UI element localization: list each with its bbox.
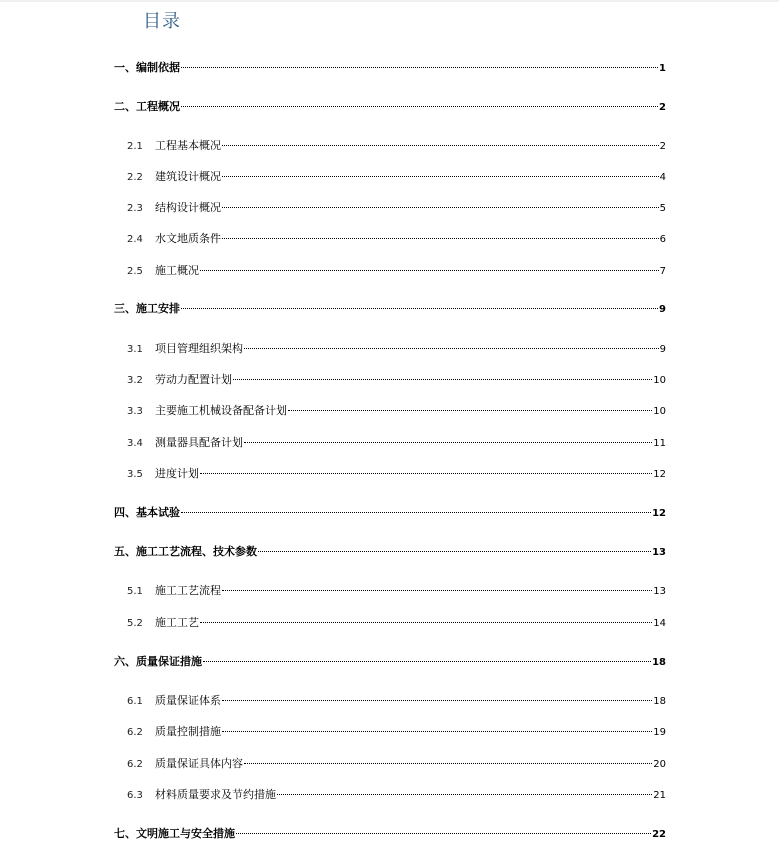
toc-entry-label: 水文地质条件 (155, 232, 221, 245)
toc-page-number: 9 (659, 304, 666, 315)
toc-entry-label: 建筑设计概况 (155, 170, 221, 183)
toc-title: 目录 (143, 11, 181, 32)
toc-section-entry[interactable] (127, 724, 666, 740)
dot-leader (236, 833, 651, 834)
toc-page-number: 18 (653, 696, 666, 707)
toc-entry-label: 三、施工安排 (114, 302, 180, 315)
dot-leader (203, 661, 651, 662)
toc-page-number: 12 (653, 469, 666, 480)
dot-leader (222, 700, 652, 701)
dot-leader (181, 67, 658, 68)
dot-leader (181, 308, 658, 309)
toc-page-number: 14 (653, 618, 666, 629)
dot-leader (244, 348, 659, 349)
toc-section-entry[interactable] (127, 693, 666, 709)
toc-entry-label: 劳动力配置计划 (155, 373, 232, 386)
dot-leader (233, 379, 652, 380)
toc-section-entry[interactable] (127, 263, 666, 279)
toc-page-number: 13 (652, 547, 666, 558)
toc-entry-label: 工程基本概况 (155, 139, 221, 152)
toc-chapter-entry[interactable] (114, 826, 666, 842)
toc-entry-label: 二、工程概况 (114, 100, 180, 113)
toc-section-entry[interactable] (127, 138, 666, 154)
toc-page-number: 1 (659, 63, 666, 74)
toc-page-number: 10 (653, 375, 666, 386)
dot-leader (222, 731, 652, 732)
dot-leader (222, 238, 659, 239)
dot-leader (258, 551, 651, 552)
toc-section-entry[interactable] (127, 787, 666, 803)
toc-entry-label: 进度计划 (155, 467, 199, 480)
toc-section-entry[interactable] (127, 169, 666, 185)
toc-page-number: 11 (653, 438, 666, 449)
toc-chapter-entry[interactable] (114, 60, 666, 76)
dot-leader (244, 442, 652, 443)
toc-entry-label: 质量控制措施 (155, 725, 221, 738)
dot-leader (181, 512, 651, 513)
toc-page-number: 5 (659, 203, 666, 214)
toc-entry-label: 施工工艺流程 (155, 584, 221, 597)
toc-section-number: 5.2 (127, 618, 143, 629)
toc-section-entry[interactable] (127, 435, 666, 451)
toc-section-entry[interactable] (127, 341, 666, 357)
toc-entry-label: 测量器具配备计划 (155, 436, 243, 449)
toc-page-number: 4 (659, 172, 666, 183)
toc-entry-label: 一、编制依据 (114, 61, 180, 74)
toc-chapter-entry[interactable] (114, 301, 666, 317)
toc-section-entry[interactable] (127, 231, 666, 247)
toc-page-number: 2 (659, 102, 666, 113)
toc-section-number: 5.1 (127, 586, 143, 597)
toc-section-number: 2.5 (127, 266, 143, 277)
toc-entry-label: 六、质量保证措施 (114, 655, 202, 668)
toc-page-number: 20 (653, 759, 666, 770)
toc-page-number: 12 (652, 508, 666, 519)
toc-entry-label: 施工概况 (155, 264, 199, 277)
dot-leader (200, 473, 652, 474)
dot-leader (222, 207, 659, 208)
toc-section-entry[interactable] (127, 403, 666, 419)
toc-page-number: 2 (659, 141, 666, 152)
toc-page-number: 19 (653, 727, 666, 738)
toc-entry-label: 四、基本试验 (114, 506, 180, 519)
toc-page-number: 9 (659, 344, 666, 355)
toc-entry-label: 七、文明施工与安全措施 (114, 827, 235, 840)
toc-chapter-entry[interactable] (114, 654, 666, 670)
toc-section-number: 3.5 (127, 469, 143, 480)
toc-section-number: 3.4 (127, 438, 143, 449)
toc-page-number: 18 (652, 657, 666, 668)
toc-section-number: 6.2 (127, 727, 143, 738)
toc-section-entry[interactable] (127, 372, 666, 388)
dot-leader (200, 622, 652, 623)
toc-section-number: 2.4 (127, 234, 143, 245)
toc-section-number: 3.2 (127, 375, 143, 386)
dot-leader (244, 763, 652, 764)
dot-leader (222, 145, 659, 146)
toc-section-number: 6.2 (127, 759, 143, 770)
dot-leader (181, 106, 658, 107)
toc-entry-label: 材料质量要求及节约措施 (155, 788, 276, 801)
toc-entry-label: 质量保证具体内容 (155, 757, 243, 770)
dot-leader (288, 410, 652, 411)
toc-section-entry[interactable] (127, 200, 666, 216)
toc-section-entry[interactable] (127, 583, 666, 599)
toc-section-number: 2.3 (127, 203, 143, 214)
toc-section-number: 3.3 (127, 406, 143, 417)
toc-entry-label: 主要施工机械设备配备计划 (155, 404, 287, 417)
toc-section-number: 2.1 (127, 141, 143, 152)
toc-page-number: 21 (653, 790, 666, 801)
toc-chapter-entry[interactable] (114, 99, 666, 115)
toc-chapter-entry[interactable] (114, 544, 666, 560)
toc-section-entry[interactable] (127, 756, 666, 772)
toc-entry-label: 施工工艺 (155, 616, 199, 629)
toc-section-number: 2.2 (127, 172, 143, 183)
toc-section-entry[interactable] (127, 615, 666, 631)
toc-entry-label: 五、施工工艺流程、技术参数 (114, 545, 257, 558)
toc-section-number: 6.3 (127, 790, 143, 801)
dot-leader (222, 176, 659, 177)
dot-leader (200, 270, 659, 271)
toc-page-number: 7 (659, 266, 666, 277)
toc-page-number: 13 (653, 586, 666, 597)
dot-leader (277, 794, 652, 795)
toc-entry-label: 项目管理组织架构 (155, 342, 243, 355)
toc-section-entry[interactable] (127, 466, 666, 482)
toc-page-number: 22 (652, 829, 666, 840)
dot-leader (222, 590, 652, 591)
toc-page-number: 6 (659, 234, 666, 245)
toc-page-number: 10 (653, 406, 666, 417)
toc-chapter-entry[interactable] (114, 505, 666, 521)
toc-entry-label: 结构设计概况 (155, 201, 221, 214)
toc-entry-label: 质量保证体系 (155, 694, 221, 707)
toc-section-number: 6.1 (127, 696, 143, 707)
toc-section-number: 3.1 (127, 344, 143, 355)
